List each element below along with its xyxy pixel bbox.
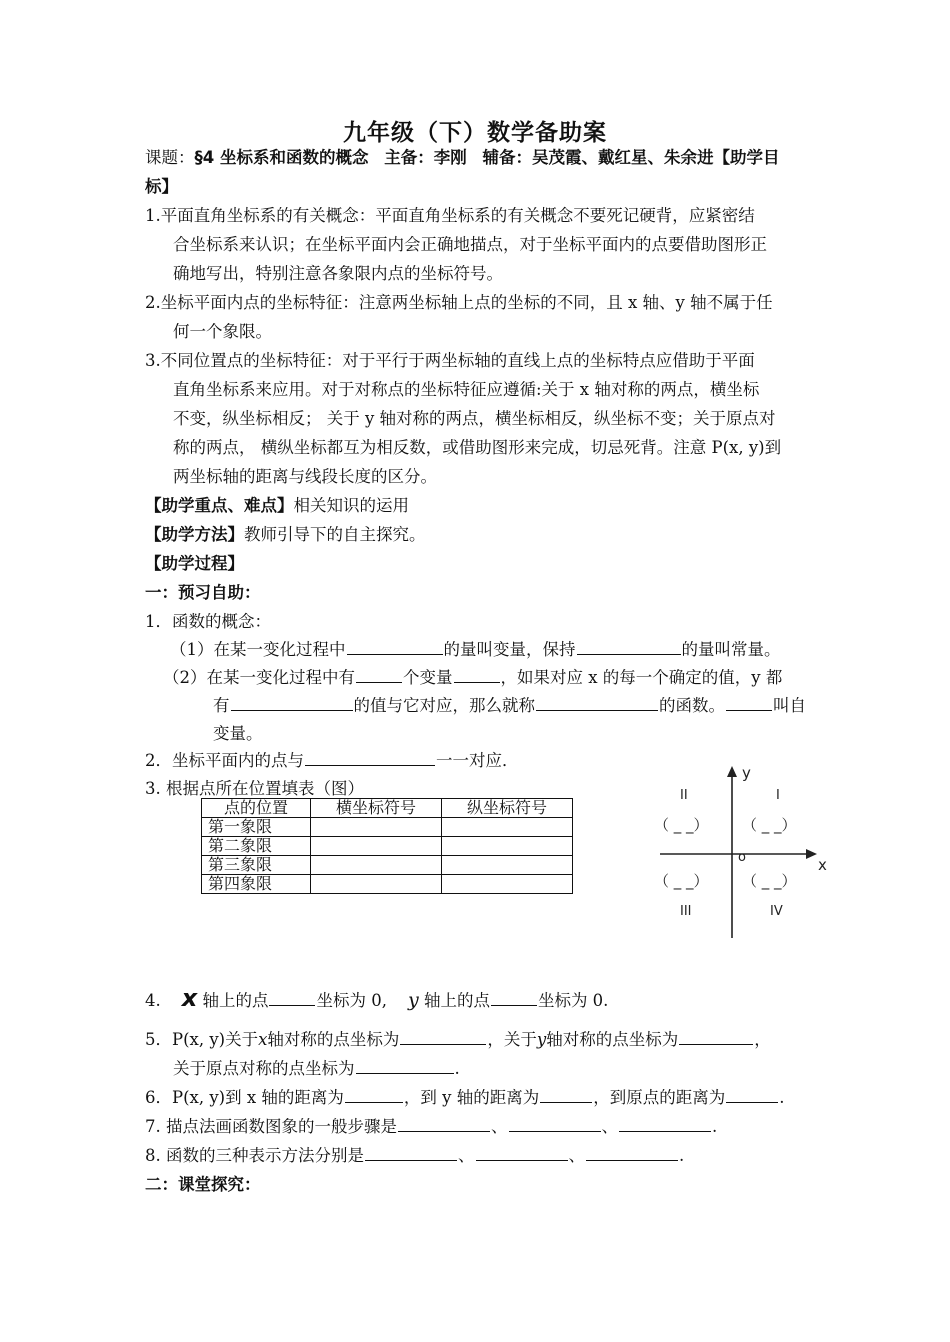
table-cell: 第一象限 bbox=[202, 818, 311, 837]
table-cell: 第四象限 bbox=[202, 875, 311, 894]
section-2-heading: 二：课堂探究： bbox=[145, 1175, 261, 1194]
y-arrow-icon bbox=[727, 766, 737, 777]
q3-title: 3. 根据点所在位置填表（图） bbox=[145, 779, 364, 798]
q8: 8. 函数的三种表示方法分别是 、 、 . bbox=[145, 1141, 684, 1170]
blank[interactable] bbox=[726, 692, 772, 711]
q6: 6．P(x, y)到 x 轴的距离为 ，到 y 轴的距离为 ，到原点的距离为 . bbox=[145, 1083, 784, 1112]
blank[interactable] bbox=[726, 1084, 778, 1103]
section-1-heading: 一：预习自助： bbox=[145, 583, 261, 602]
quadrant-i-sign-blank[interactable]: （ _ _） bbox=[742, 816, 797, 834]
y-axis-label: y bbox=[742, 764, 751, 782]
table-cell-input[interactable] bbox=[442, 856, 573, 875]
method: 【助学方法】教师引导下的自主探究。 bbox=[145, 525, 426, 544]
goal-3-line-3: 不变，纵坐标相反； 关于 y 轴对称的两点，横坐标相反，纵坐标不变；关于原点对 bbox=[173, 409, 776, 428]
q5-line-2: 关于原点对称的点坐标为 . bbox=[173, 1054, 460, 1083]
table-cell-input[interactable] bbox=[442, 818, 573, 837]
blank[interactable] bbox=[586, 1142, 678, 1161]
blank[interactable] bbox=[619, 1113, 711, 1132]
blank[interactable] bbox=[509, 1113, 601, 1132]
q1-part-1: （1）在某一变化过程中 的量叫变量，保持 的量叫常量。 bbox=[170, 635, 781, 664]
blank[interactable] bbox=[476, 1142, 568, 1161]
table-row bbox=[202, 875, 573, 894]
process-heading: 【助学过程】 bbox=[145, 554, 244, 573]
table-header: 点的位置 bbox=[202, 799, 311, 818]
blank[interactable] bbox=[365, 1142, 457, 1161]
quadrant-i-label: I bbox=[776, 788, 780, 803]
blank[interactable] bbox=[356, 664, 402, 683]
table-cell-input[interactable] bbox=[442, 875, 573, 894]
blank[interactable] bbox=[540, 1084, 592, 1103]
key-points: 【助学重点、难点】相关知识的运用 bbox=[145, 496, 409, 515]
assist-names: 吴茂霞、戴红星、朱余进 bbox=[531, 148, 714, 167]
q5-line-1: 5．P(x, y)关于x轴对称的点坐标为 ，关于y轴对称的点坐标为 ， bbox=[145, 1025, 771, 1054]
goal-1-line-1: 1.平面直角坐标系的有关概念：平面直角坐标系的有关概念不要死记硬背，应紧密结 bbox=[145, 206, 755, 225]
table-cell-input[interactable] bbox=[311, 875, 442, 894]
blank[interactable] bbox=[454, 664, 500, 683]
goal-1-line-3: 确地写出，特别注意各象限内点的坐标符号。 bbox=[173, 264, 503, 283]
quadrant-iv-sign-blank[interactable]: （ _ _） bbox=[742, 872, 797, 890]
assist-label: 辅备： bbox=[482, 148, 532, 167]
q4: 4. x 轴上的点 坐标为 0, y 轴上的点 坐标为 0. bbox=[145, 984, 609, 1012]
blank[interactable] bbox=[305, 747, 435, 766]
goal-2-line-1: 2.坐标平面内点的坐标特征：注意两坐标轴上点的坐标的不同，且 x 轴、y 轴不属于任 bbox=[145, 293, 773, 312]
table-cell-input[interactable] bbox=[311, 837, 442, 856]
q1-part-2-cont: 有 的值与它对应，那么就称 的函数。 叫自 bbox=[213, 691, 806, 720]
table-header-row bbox=[202, 799, 573, 818]
quadrant-sign-table bbox=[201, 798, 573, 894]
goal-1-line-2: 合坐标系来认识；在坐标平面内会正确地描点，对于坐标平面内的点要借助图形正 bbox=[173, 235, 767, 254]
goal-3-line-4: 称的两点， 横纵坐标都互为相反数，或借助图形来完成，切忌死背。注意 P(x, y)到 bbox=[173, 438, 782, 457]
blank[interactable] bbox=[400, 1026, 486, 1045]
table-cell-input[interactable] bbox=[442, 837, 573, 856]
x-arrow-icon bbox=[806, 849, 817, 859]
q1-title: 1．函数的概念： bbox=[145, 612, 271, 631]
table-header: 纵坐标符号 bbox=[442, 799, 573, 818]
goal-3-line-2: 直角坐标系来应用。对于对称点的坐标特征应遵循:关于 x 轴对称的两点，横坐标 bbox=[173, 380, 760, 399]
coordinate-axes-figure bbox=[650, 762, 840, 942]
origin-label: o bbox=[738, 850, 746, 865]
quadrant-iv-label: IV bbox=[770, 904, 783, 919]
table-cell: 第二象限 bbox=[202, 837, 311, 856]
quadrant-iii-sign-blank[interactable]: （ _ _） bbox=[654, 872, 709, 890]
x-axis-label: x bbox=[818, 856, 827, 874]
blank[interactable] bbox=[269, 987, 315, 1006]
goal-2-line-2: 何一个象限。 bbox=[173, 322, 272, 341]
goal-heading-part1: 【助学目 bbox=[713, 148, 780, 167]
q7: 7. 描点法画函数图象的一般步骤是 、 、 . bbox=[145, 1112, 717, 1141]
host-name: 李刚 bbox=[433, 148, 467, 167]
table-cell-input[interactable] bbox=[311, 818, 442, 837]
course-header bbox=[145, 143, 779, 172]
topic-label: 课题： bbox=[145, 148, 195, 167]
topic: §4 坐标系和函数的概念 bbox=[194, 148, 369, 167]
blank[interactable] bbox=[345, 1084, 403, 1103]
page-title: 九年级（下）数学备助案 bbox=[343, 120, 607, 146]
quadrant-iii-label: III bbox=[680, 904, 692, 919]
quadrant-ii-sign-blank[interactable]: （ _ _） bbox=[654, 816, 709, 834]
table-row bbox=[202, 856, 573, 875]
table-row bbox=[202, 818, 573, 837]
table-header: 横坐标符号 bbox=[311, 799, 442, 818]
blank[interactable] bbox=[679, 1026, 753, 1045]
q1-part-2: （2）在某一变化过程中有 个变量 ，如果对应 x 的每一个确定的值，y 都 bbox=[163, 663, 782, 692]
q1-part-2-end: 变量。 bbox=[213, 724, 263, 743]
host-label: 主备： bbox=[384, 148, 434, 167]
blank[interactable] bbox=[536, 692, 658, 711]
blank[interactable] bbox=[398, 1113, 490, 1132]
blank[interactable] bbox=[231, 692, 353, 711]
table-row bbox=[202, 837, 573, 856]
blank[interactable] bbox=[356, 1055, 454, 1074]
blank[interactable] bbox=[577, 636, 681, 655]
q2: 2．坐标平面内的点与 一一对应． bbox=[145, 746, 519, 775]
table-cell: 第三象限 bbox=[202, 856, 311, 875]
goal-3-line-1: 3.不同位置点的坐标特征：对于平行于两坐标轴的直线上点的坐标特点应借助于平面 bbox=[145, 351, 755, 370]
quadrant-ii-label: II bbox=[680, 788, 688, 803]
blank[interactable] bbox=[491, 987, 537, 1006]
goal-heading-part2: 标】 bbox=[145, 177, 178, 196]
blank[interactable] bbox=[347, 636, 443, 655]
table-cell-input[interactable] bbox=[311, 856, 442, 875]
goal-3-line-5: 两坐标轴的距离与线段长度的区分。 bbox=[173, 467, 437, 486]
